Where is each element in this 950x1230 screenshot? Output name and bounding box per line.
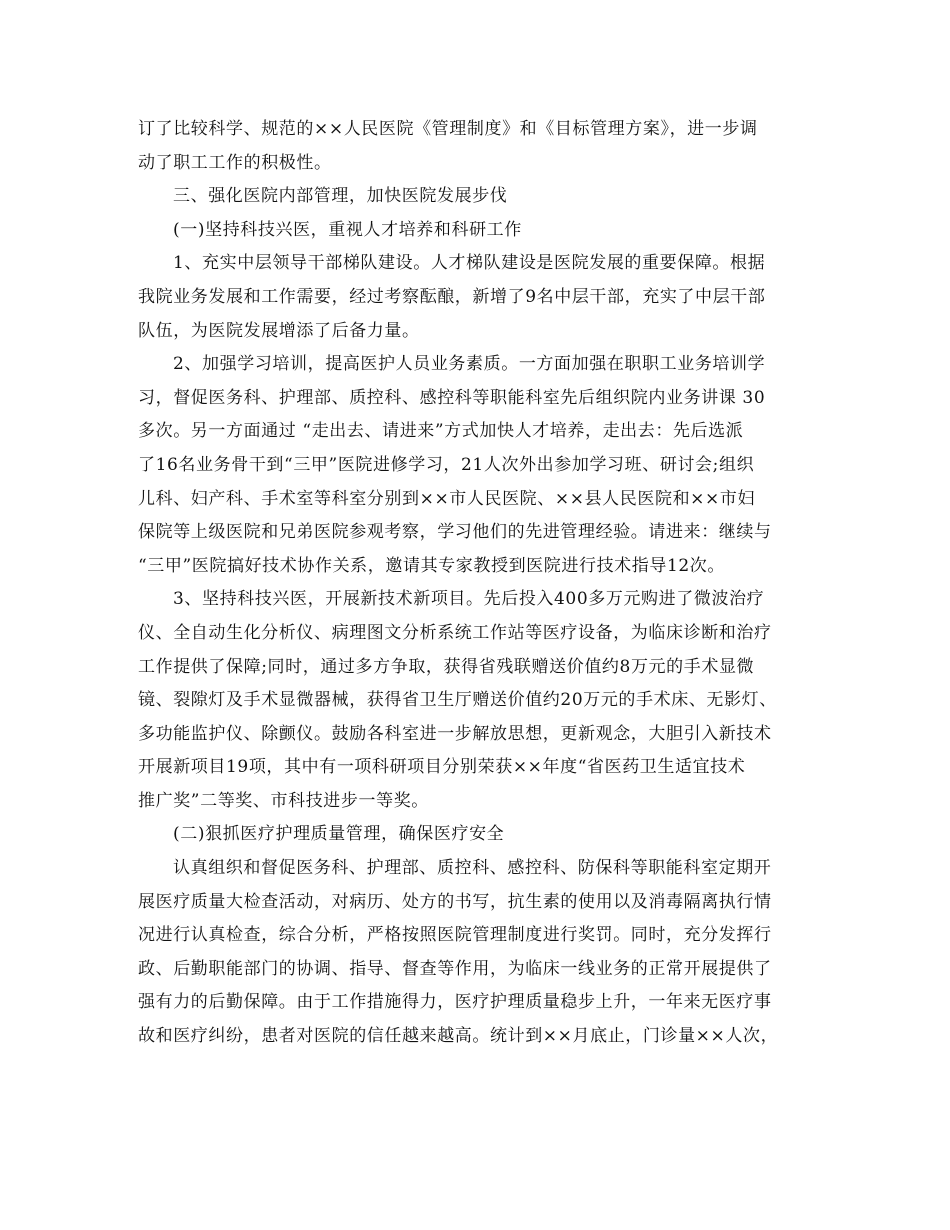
text-line: 工作提供了保障;同时，通过多方争取，获得省残联赠送价值约8万元的手术显微 (138, 656, 755, 677)
text-line: 展医疗质量大检查活动，对病历、处方的书写，抗生素的使用以及消毒隔离执行情 (138, 891, 772, 912)
paragraph-start-line: 3、坚持科技兴医，开展新技术新项目。先后投入400多万元购进了微波治疗 (173, 589, 765, 610)
paragraph-start-line: 认真组织和督促医务科、护理部、质控科、感控科、防保科等职能科室定期开 (173, 858, 772, 879)
text-line: 仪、全自动生化分析仪、病理图文分析系统工作站等医疗设备，为临床诊断和治疗 (138, 622, 772, 643)
text-line: 故和医疗纠纷，患者对医院的信任越来越高。统计到××月底止，门诊量××人次， (138, 1026, 779, 1047)
section-heading: 三、强化医院内部管理，加快医院发展步伐 (173, 186, 508, 207)
subsection-heading: (二)狠抓医疗护理质量管理，确保医疗安全 (173, 824, 505, 845)
text-line: 习，督促医务科、护理部、质控科、感控科等职能科室先后组织院内业务讲课 30 (138, 387, 766, 408)
text-line: 多次。另一方面通过 “走出去、请进来”方式加快人才培养，走出去：先后选派 (138, 421, 744, 442)
text-line: 多功能监护仪、除颤仪。鼓励各科室进一步解放思想，更新观念，大胆引入新技术 (138, 723, 772, 744)
text-line: “三甲”医院搞好技术协作关系，邀请其专家教授到医院进行技术指导12次。 (138, 555, 726, 576)
text-line: 儿科、妇产科、手术室等科室分别到××市人民医院、××县人民医院和××市妇 (138, 488, 756, 509)
subsection-heading: (一)坚持科技兴医，重视人才培养和科研工作 (173, 219, 522, 240)
text-line: 开展新项目19项，其中有一项科研项目分别荣获××年度“省医药卫生适宜技术 (138, 757, 746, 778)
text-line: 推广奖”二等奖、市科技进步一等奖。 (138, 790, 429, 811)
text-line: 动了职工工作的积极性。 (138, 152, 332, 173)
paragraph-start-line: 2、加强学习培训，提高医护人员业务素质。一方面加强在职职工业务培训学 (173, 354, 766, 375)
text-line: 况进行认真检查，综合分析，严格按照医院管理制度进行奖罚。同时，充分发挥行 (138, 925, 772, 946)
text-line: 我院业务发展和工作需要，经过考察酝酿，新增了9名中层干部，充实了中层干部 (138, 286, 766, 307)
text-line: 了16名业务骨干到“三甲”医院进修学习，21人次外出参加学习班、研讨会;组织 (138, 454, 755, 475)
text-line: 强有力的后勤保障。由于工作措施得力，医疗护理质量稳步上升，一年来无医疗事 (138, 992, 772, 1013)
text-line: 政、后勤职能部门的协调、指导、督查等作用，为临床一线业务的正常开展提供了 (138, 958, 772, 979)
text-line: 队伍，为医院发展增添了后备力量。 (138, 320, 420, 341)
text-line: 镜、裂隙灯及手术显微器械，获得省卫生厅赠送价值约20万元的手术床、无影灯、 (138, 690, 777, 711)
text-line: 保院等上级医院和兄弟医院参观考察，学习他们的先进管理经验。请进来：继续与 (138, 522, 772, 543)
paragraph-start-line: 1、充实中层领导干部梯队建设。人才梯队建设是医院发展的重要保障。根据 (173, 253, 766, 274)
text-line: 订了比较科学、规范的××人民医院《管理制度》和《目标管理方案》，进一步调 (138, 119, 758, 139)
